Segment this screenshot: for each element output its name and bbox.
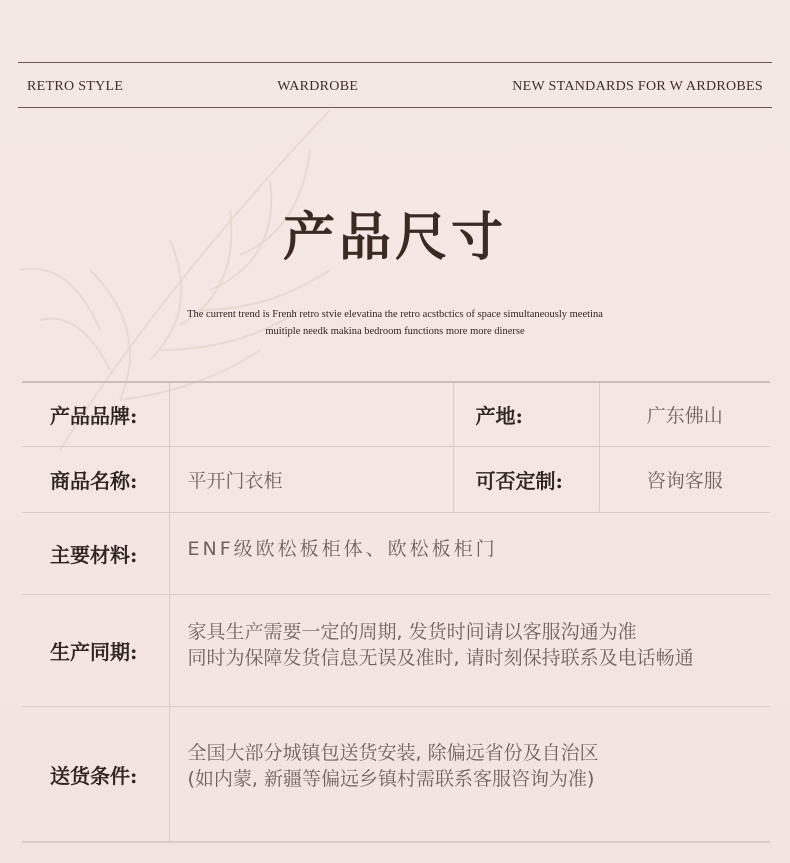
table-row (22, 446, 770, 512)
header-bottom-rule (18, 107, 772, 108)
delivery-line-2: (如内蒙, 新疆等偏远乡镇村需联系客服咨询为准) (187, 768, 595, 790)
delivery-line-1: 全国大部分城镇包送货安装, 除偏远省份及自治区 (187, 742, 599, 764)
production-cycle-label: 生产同期: (22, 594, 169, 706)
subtitle-line-1: The current trend is Frenh retro stvie elevatina the retro acstbctics of space simultaneously meetina (187, 309, 603, 320)
header-top-rule (18, 62, 772, 63)
brand-label: 产品品牌: (22, 382, 169, 446)
header-center-text: WARDROBE (277, 79, 359, 94)
header-left-text: RETRO STYLE (27, 79, 124, 94)
production-cycle-line-1: 家具生产需要一定的周期, 发货时间请以客服沟通为准 (187, 621, 637, 643)
header-right-text: NEW STANDARDS FOR W ARDROBES (512, 79, 763, 94)
production-cycle-value (169, 594, 770, 706)
delivery-label: 送货条件: (22, 706, 169, 842)
origin-value: 广东佛山 (599, 382, 770, 446)
delivery-value (169, 706, 770, 842)
production-cycle-line-2: 同时为保障发货信息无误及准时, 请时刻保持联系及电话畅通 (187, 647, 694, 669)
customizable-value: 咨询客服 (599, 446, 770, 512)
brand-value (169, 382, 453, 446)
table-bottom-rule (22, 841, 770, 842)
table-row (22, 594, 770, 706)
table-row (22, 512, 770, 594)
material-label: 主要材料: (22, 512, 169, 594)
subtitle (0, 306, 790, 340)
header-bar (27, 76, 763, 98)
customizable-label: 可否定制: (453, 446, 599, 512)
product-name-label: 商品名称: (22, 446, 169, 512)
table-row (22, 382, 770, 446)
subtitle-line-2: muitiple needk makina bedroom functions more more dinerse (265, 326, 525, 337)
product-name-value: 平开门衣柜 (169, 446, 453, 512)
origin-label: 产地: (453, 382, 599, 446)
spec-table (22, 381, 770, 843)
page-title: 产品尺寸 (282, 207, 507, 268)
material-value: ENF级欧松板柜体、欧松板柜门 (169, 512, 770, 594)
table-row (22, 706, 770, 842)
